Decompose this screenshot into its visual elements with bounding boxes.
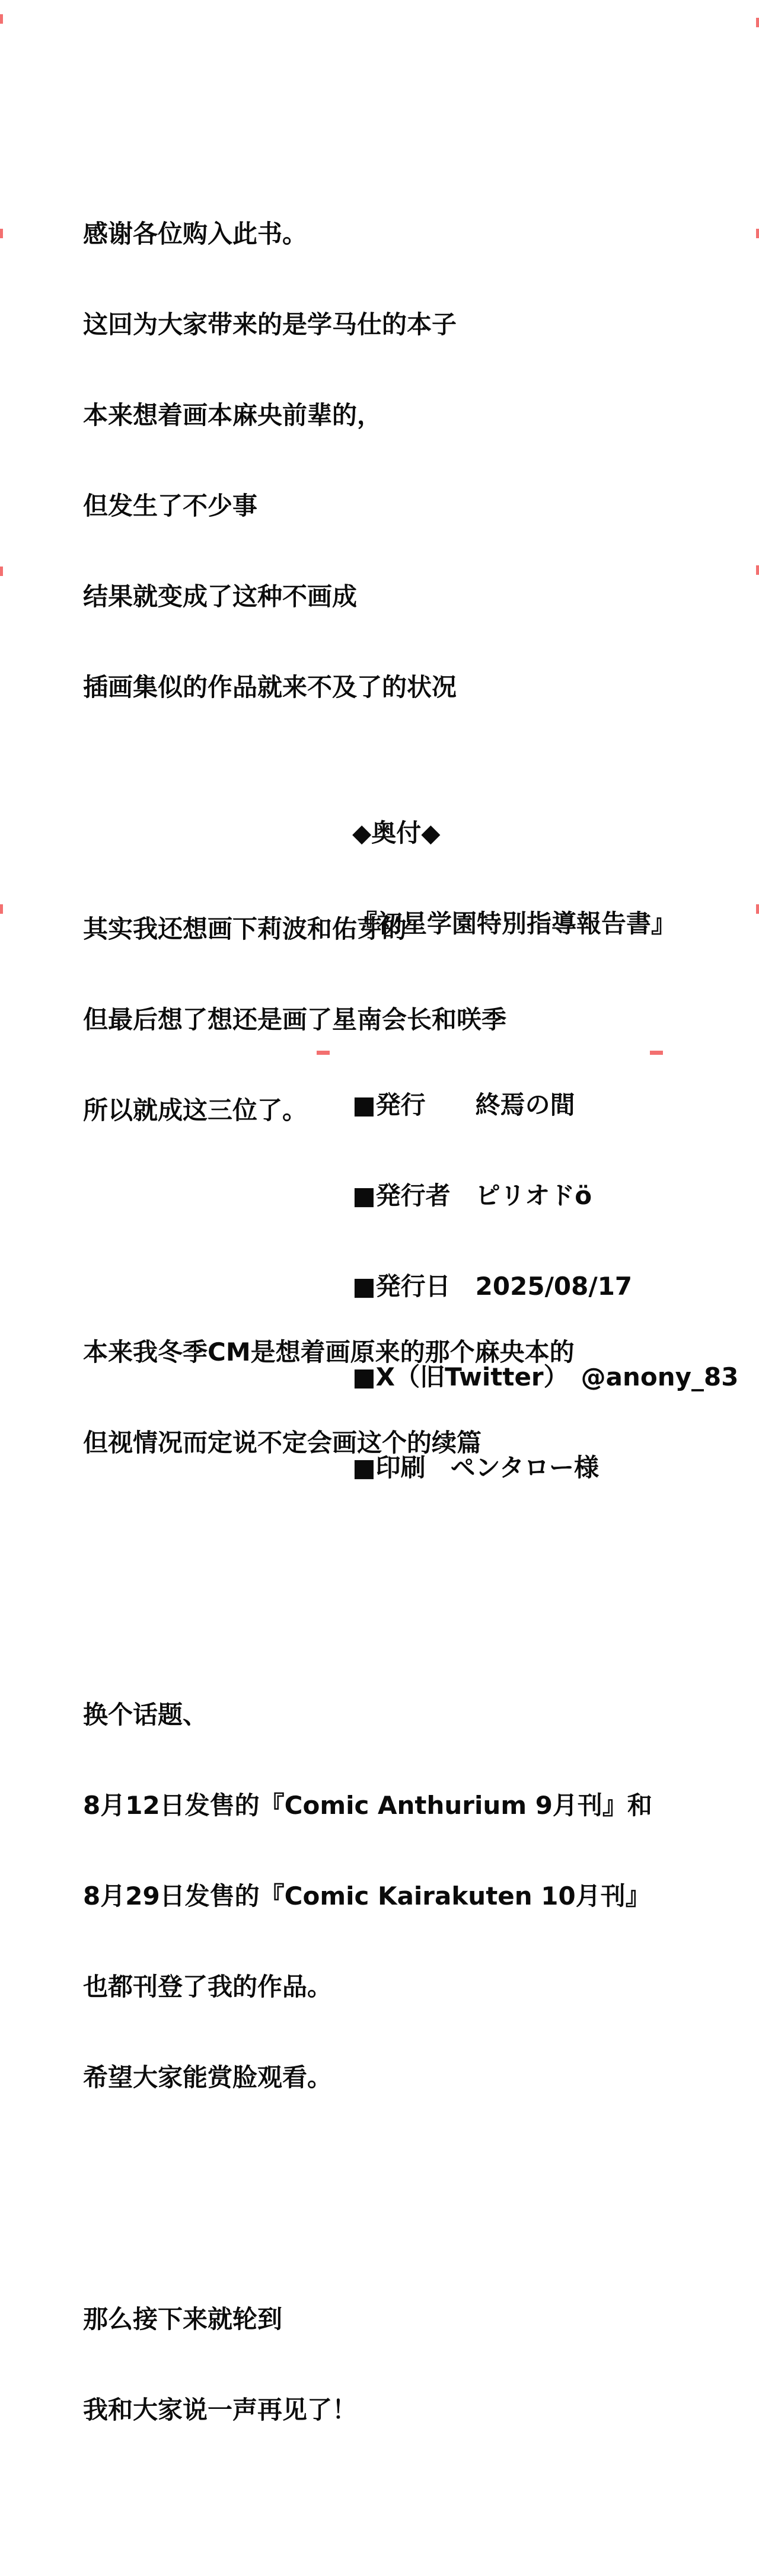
crop-mark <box>756 229 759 238</box>
okuzuke-section <box>352 757 738 1604</box>
crop-mark <box>756 565 759 575</box>
colophon-line-printer: ■印刷 ペンタロー様 <box>352 1453 599 1482</box>
colophon-list <box>352 1029 738 1543</box>
crop-mark <box>0 14 3 24</box>
crop-mark <box>650 1051 663 1055</box>
afterword-line: 插画集似的作品就来不及了的状况 <box>83 673 457 702</box>
afterword-line: 那么接下来就轮到 <box>83 2305 283 2334</box>
afterword-line: 本来想着画本麻央前辈的， <box>83 401 382 430</box>
afterword-paragraph <box>83 158 652 763</box>
afterword-line: 也都刊登了我的作品。 <box>83 1972 333 2001</box>
afterword-line: 所以就成这三位了。 <box>83 1096 308 1125</box>
crop-mark <box>756 904 759 914</box>
crop-mark <box>0 567 3 576</box>
colophon-line-twitter: ■X（旧Twitter） @anony_83 <box>352 1362 739 1391</box>
crop-mark <box>317 1051 330 1055</box>
crop-mark <box>0 904 3 914</box>
afterword-line: 换个话题、 <box>83 1700 208 1729</box>
afterword-line: 这回为大家带来的是学马仕的本子 <box>83 310 457 339</box>
afterword-line: 结果就变成了这种不画成 <box>83 582 358 611</box>
colophon-line-publisher: ■発行 終焉の間 <box>352 1090 575 1119</box>
afterword-line: 希望大家能赏脸观看。 <box>83 2063 333 2092</box>
crop-mark <box>756 18 759 27</box>
afterword-line: 感谢各位购入此书。 <box>83 219 308 248</box>
afterword-line: 但最后想了想还是画了星南会长和咲季 <box>83 1005 507 1034</box>
colophon-line-date: ■発行日 2025/08/17 <box>352 1272 633 1301</box>
afterword-line: 其实我还想画下莉波和佑芽的 <box>83 914 407 943</box>
afterword-line: 我和大家说一声再见了！ <box>83 2395 358 2424</box>
okuzuke-header: ◆奥付◆ <box>352 818 441 847</box>
afterword-line: 8月12日发售的『Comic Anthurium 9月刊』和 <box>83 1791 652 1820</box>
afterword-line: 但发生了不少事 <box>83 491 258 520</box>
crop-mark <box>0 229 3 238</box>
afterword-paragraph <box>83 1639 652 2153</box>
afterword-line: 本来我冬季CM是想着画原来的那个麻央本的 <box>83 1337 575 1367</box>
afterword-paragraph <box>83 2244 652 2485</box>
book-title: 『初星学園特別指導報告書』 <box>352 909 677 938</box>
afterword-line: 但视情况而定说不定会画这个的续篇 <box>83 1428 482 1457</box>
colophon-line-author: ■発行者 ピリオドö <box>352 1181 592 1210</box>
afterword-line: 8月29日发售的『Comic Kairakuten 10月刊』 <box>83 1881 650 1911</box>
